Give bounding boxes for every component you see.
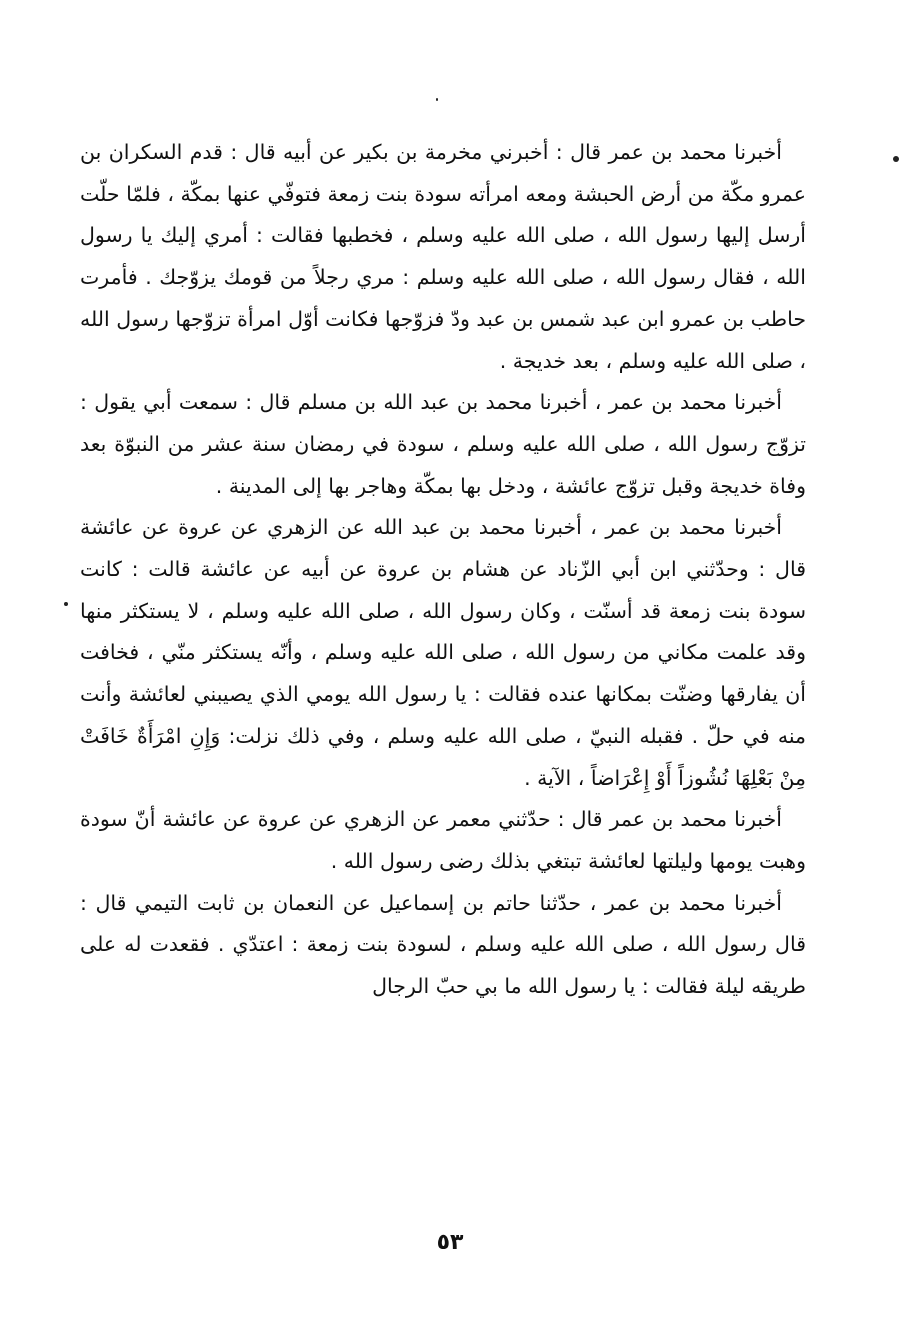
body-text xyxy=(80,132,806,1008)
paragraph-5: أخبرنا محمد بن عمر ، حدّثنا حاتم بن إسماعيل عن النعمان بن ثابت التيمي قال : قال رسول الله ، صلى الله عليه وسلم ، لسودة بنت زمعة : اعتدّي . فقعدت له على طريقه ليلة فقالت : يا رسول الله ما بي حبّ الرجال xyxy=(80,890,806,999)
scan-speck xyxy=(436,98,438,101)
scan-speck xyxy=(64,602,68,606)
paragraph-1: أخبرنا محمد بن عمر قال : أخبرني مخرمة بن بكير عن أبيه قال : قدم السكران بن عمرو مكّة من أرض الحبشة ومعه امرأته سودة بنت زمعة فتوفّي عنها بمكّة ، فلمّا حلّت أرسل إليها رسول الله ، صلى الله عليه وسلم ، فخطبها فقالت : أمري إليك يا رسول الله ، فقال رسول الله ، صلى الله عليه وسلم : مري رجلاً من قومك يزوّجك . فأمرت حاطب بن عمرو ابن عبد شمس بن عبد ودّ فزوّجها فكانت أوّل امرأة تزوّجها رسول الله ، صلى الله عليه وسلم ، بعد خديجة . xyxy=(80,140,806,373)
paragraph-2: أخبرنا محمد بن عمر ، أخبرنا محمد بن عبد الله بن مسلم قال : سمعت أبي يقول : تزوّج رسول الله ، صلى الله عليه وسلم ، سودة في رمضان سنة عشر من النبوّة بعد وفاة خديجة وقبل تزوّج عائشة ، ودخل بها بمكّة وهاجر بها إلى المدينة . xyxy=(80,390,806,498)
paragraph-4: أخبرنا محمد بن عمر قال : حدّثني معمر عن الزهري عن عروة عن عائشة أنّ سودة وهبت يومها وليلتها لعائشة تبتغي بذلك رضى رسول الله . xyxy=(80,807,806,873)
paragraph-3: أخبرنا محمد بن عمر ، أخبرنا محمد بن عبد الله عن الزهري عن عروة عن عائشة قال : وحدّثني ابن أبي الزّناد عن هشام بن عروة عن أبيه عن عائشة قالت : كانت سودة بنت زمعة قد أسنّت ، وكان رسول الله ، صلى الله عليه وسلم ، لا يستكثر منها وقد علمت مكاني من رسول الله ، صلى الله عليه وسلم ، وأنّه يستكثر منّي ، فخافت أن يفارقها وضنّت بمكانها عنده فقالت : يا رسول الله يومي الذي يصيبني لعائشة وأنت منه في حلّ . فقبله النبيّ ، صلى الله عليه وسلم ، وفي ذلك نزلت: وَإِنِ امْرَأَةٌ خَافَتْ مِنْ بَعْلِهَا نُشُوزاً أَوْ إِعْرَاضاً ، الآية . xyxy=(80,515,806,790)
scan-speck xyxy=(893,156,899,162)
page-number: ٥٣ xyxy=(436,1230,464,1255)
